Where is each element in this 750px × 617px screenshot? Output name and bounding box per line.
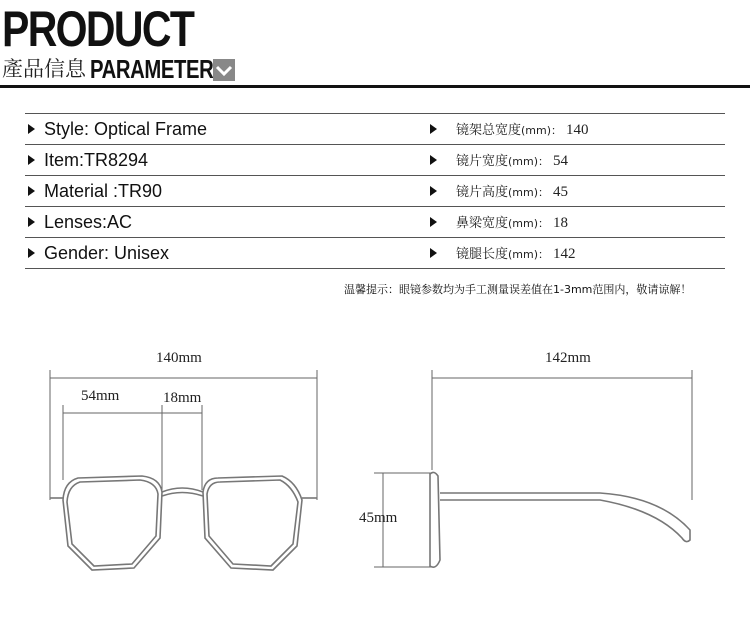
subtitle-chinese: 產品信息 [2, 57, 86, 81]
lens-height-label: 45mm [359, 510, 398, 526]
spec-right-text: 镜片宽度(mm)： 54 [456, 153, 569, 169]
bridge-width-label: 18mm [163, 390, 202, 406]
subtitle-english: PARAMETER [90, 54, 214, 84]
spec-value: 140 [566, 122, 589, 138]
spec-left-text: Item:TR8294 [44, 150, 149, 170]
measurement-note: 温馨提示：眼镜参数均为手工测量误差值在1-3mm范围内，敬请谅解！ [344, 283, 692, 296]
total-width-label: 140mm [156, 350, 202, 366]
spec-right-text: 镜架总宽度(mm)： 140 [456, 122, 589, 138]
spec-right-text: 镜腿长度(mm)： 142 [456, 246, 576, 262]
glasses-side-view [430, 472, 690, 567]
spec-value: 45 [553, 184, 569, 200]
lens-width-label: 54mm [81, 388, 120, 404]
spec-left-text: Lenses:AC [44, 212, 133, 232]
temple-length-label: 142mm [545, 350, 591, 366]
spec-right-text: 镜片高度(mm)： 45 [456, 184, 569, 200]
glasses-front-view [50, 476, 317, 570]
spec-left-text: Gender: Unisex [44, 243, 170, 263]
spec-left-text: Material :TR90 [44, 181, 163, 201]
page-title: PRODUCT [2, 1, 194, 57]
spec-value: 54 [553, 153, 569, 169]
spec-right-text: 鼻梁宽度(mm)： 18 [456, 215, 569, 231]
spec-left-text: Style: Optical Frame [44, 119, 208, 139]
spec-value: 142 [553, 246, 576, 262]
spec-value: 18 [553, 215, 569, 231]
